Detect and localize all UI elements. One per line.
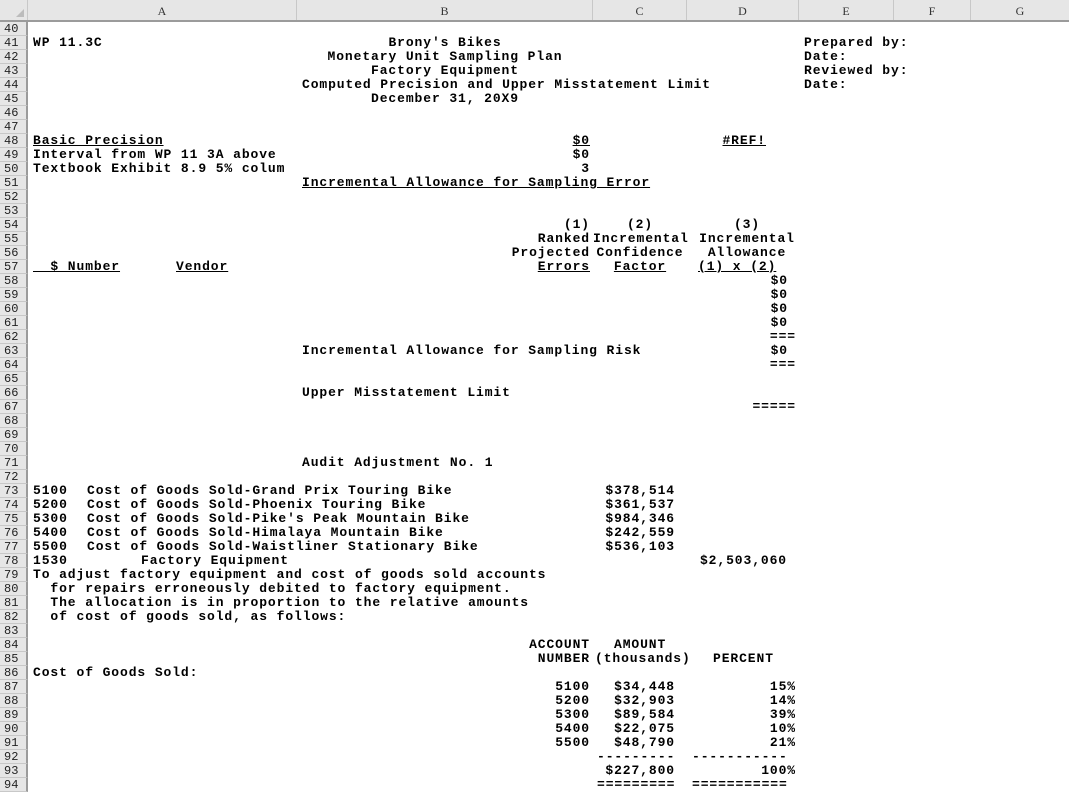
allocation-account[interactable]: 5100	[555, 679, 590, 694]
select-all-triangle-icon	[16, 9, 24, 17]
row-header[interactable]: 80	[0, 582, 28, 596]
row-header[interactable]: 87	[0, 680, 28, 694]
allocation-percent[interactable]: 10%	[769, 721, 796, 736]
entry-debit[interactable]: $242,559	[605, 525, 675, 540]
row-header[interactable]: 58	[0, 274, 28, 288]
col1-number[interactable]: (1)	[563, 217, 590, 232]
total-percent[interactable]: 100%	[761, 763, 796, 778]
report-title-3[interactable]: Computed Precision and Upper Misstatement Limit	[302, 77, 711, 92]
row-header[interactable]: 48	[0, 134, 28, 148]
separator-line: ===	[769, 357, 796, 372]
amount-header-line2[interactable]: (thousands)	[595, 651, 691, 666]
row-header[interactable]: 61	[0, 316, 28, 330]
column-header-d[interactable]: D	[687, 0, 799, 20]
column-header-bar	[0, 0, 1069, 22]
row-header[interactable]: 78	[0, 554, 28, 568]
entry-description[interactable]: Cost of Goods Sold-Grand Prix Touring Bike	[87, 483, 453, 498]
allocation-amount[interactable]: $48,790	[614, 735, 675, 750]
number-column-header[interactable]: $ Number	[33, 259, 121, 274]
cogs-section-label[interactable]: Cost of Goods Sold:	[33, 665, 199, 680]
row-header[interactable]: 45	[0, 92, 28, 106]
sampling-risk-label[interactable]: Incremental Allowance for Sampling Risk	[302, 343, 642, 358]
sampling-risk-value[interactable]: $0	[770, 343, 788, 358]
row-header[interactable]: 83	[0, 624, 28, 638]
row-header[interactable]: 76	[0, 526, 28, 540]
entry-debit[interactable]: $984,346	[605, 511, 675, 526]
row-header[interactable]: 44	[0, 78, 28, 92]
row-header[interactable]: 86	[0, 666, 28, 680]
col1-header-line1[interactable]: Ranked	[537, 231, 590, 246]
percent-single-rule: -----------	[692, 749, 788, 764]
basic-precision-ref-error[interactable]: #REF!	[722, 133, 766, 148]
entry-account[interactable]: 5300	[33, 511, 68, 526]
row-header[interactable]: 46	[0, 106, 28, 120]
row-header[interactable]: 91	[0, 736, 28, 750]
credit-account[interactable]: 1530	[33, 553, 68, 568]
allocation-account[interactable]: 5500	[555, 735, 590, 750]
total-amount[interactable]: $227,800	[605, 763, 675, 778]
credit-description[interactable]: Factory Equipment	[141, 553, 289, 568]
explanation-line[interactable]: of cost of goods sold, as follows:	[33, 609, 347, 624]
entry-account[interactable]: 5200	[33, 497, 68, 512]
upper-misstatement-limit-label[interactable]: Upper Misstatement Limit	[302, 385, 511, 400]
report-title-2[interactable]: Factory Equipment	[371, 63, 519, 78]
entry-description[interactable]: Cost of Goods Sold-Pike's Peak Mountain Bike	[87, 511, 470, 526]
col3-header-line1[interactable]: Incremental	[699, 231, 795, 246]
row-header[interactable]: 84	[0, 638, 28, 652]
row-header[interactable]: 94	[0, 778, 28, 792]
row-header[interactable]: 89	[0, 708, 28, 722]
column-header-a[interactable]: A	[28, 0, 297, 20]
double-separator-line: =====	[752, 399, 796, 414]
col1-header-line2[interactable]: Projected	[511, 245, 590, 260]
amount-header-line1[interactable]: AMOUNT	[614, 637, 667, 652]
row-header[interactable]: 85	[0, 652, 28, 666]
incremental-value[interactable]: $0	[770, 287, 788, 302]
row-header[interactable]: 43	[0, 64, 28, 78]
allocation-amount[interactable]: $89,584	[614, 707, 675, 722]
entry-description[interactable]: Cost of Goods Sold-Himalaya Mountain Bike	[87, 525, 444, 540]
column-header-e[interactable]: E	[799, 0, 894, 20]
account-header-line1[interactable]: ACCOUNT	[529, 637, 590, 652]
allocation-percent[interactable]: 21%	[769, 735, 796, 750]
explanation-line[interactable]: for repairs erroneously debited to factory equipment.	[33, 581, 512, 596]
allocation-amount[interactable]: $32,903	[614, 693, 675, 708]
col1-header-line3[interactable]: Errors	[537, 259, 590, 274]
reviewed-by-label[interactable]: Reviewed by:	[804, 63, 909, 78]
entry-account[interactable]: 5500	[33, 539, 68, 554]
incremental-allowance-title[interactable]: Incremental Allowance for Sampling Error	[302, 175, 651, 190]
report-date[interactable]: December 31, 20X9	[371, 91, 519, 106]
row-header[interactable]: 75	[0, 512, 28, 526]
textbook-exhibit-label[interactable]: Textbook Exhibit 8.9 5% colum	[33, 162, 286, 176]
percent-double-rule: ===========	[692, 777, 788, 792]
row-header[interactable]: 56	[0, 246, 28, 260]
row-header[interactable]: 71	[0, 456, 28, 470]
row-header[interactable]: 62	[0, 330, 28, 344]
allocation-percent[interactable]: 39%	[769, 707, 796, 722]
incremental-value[interactable]: $0	[770, 273, 788, 288]
row-header[interactable]: 57	[0, 260, 28, 274]
row-header[interactable]: 82	[0, 610, 28, 624]
entry-account[interactable]: 5100	[33, 483, 68, 498]
row-header[interactable]: 68	[0, 414, 28, 428]
account-header-line2[interactable]: NUMBER	[537, 651, 590, 666]
entry-account[interactable]: 5400	[33, 525, 68, 540]
allocation-percent[interactable]: 15%	[769, 679, 796, 694]
row-header[interactable]: 77	[0, 540, 28, 554]
separator-line: ===	[769, 329, 796, 344]
col3-number[interactable]: (3)	[733, 217, 761, 232]
row-header[interactable]: 60	[0, 302, 28, 316]
wp-reference[interactable]: WP 11.3C	[33, 35, 103, 50]
row-header[interactable]: 40	[0, 22, 28, 36]
date-label-1[interactable]: Date:	[804, 49, 848, 64]
row-header[interactable]: 64	[0, 358, 28, 372]
row-header[interactable]: 54	[0, 218, 28, 232]
row-header[interactable]: 59	[0, 288, 28, 302]
interval-label[interactable]: Interval from WP 11 3A above	[33, 147, 277, 162]
row-header[interactable]: 73	[0, 484, 28, 498]
vendor-column-header[interactable]: Vendor	[176, 259, 229, 274]
entry-debit[interactable]: $361,537	[605, 497, 675, 512]
column-header-b[interactable]: B	[297, 0, 593, 20]
col3-header-line3[interactable]: (1) x (2)	[698, 259, 777, 274]
entry-debit[interactable]: $536,103	[605, 539, 675, 554]
entry-debit[interactable]: $378,514	[605, 483, 675, 498]
entry-description[interactable]: Cost of Goods Sold-Waistliner Stationary Bike	[87, 539, 479, 554]
entry-description[interactable]: Cost of Goods Sold-Phoenix Touring Bike	[87, 497, 427, 512]
explanation-line[interactable]: The allocation is in proportion to the relative amounts	[33, 595, 529, 610]
column-header-g[interactable]: G	[1015, 4, 1025, 18]
allocation-amount[interactable]: $22,075	[614, 721, 675, 736]
company-name[interactable]: Brony's Bikes	[388, 35, 502, 50]
amount-single-rule: ---------	[597, 749, 676, 764]
amount-double-rule: =========	[597, 777, 676, 792]
basic-precision-value[interactable]: $0	[572, 133, 590, 148]
audit-adjustment-title[interactable]: Audit Adjustment No. 1	[302, 455, 494, 470]
row-header[interactable]: 70	[0, 442, 28, 456]
row-header[interactable]: 51	[0, 176, 28, 190]
row-header[interactable]: 47	[0, 120, 28, 134]
col3-header-line2[interactable]: Allowance	[707, 245, 787, 260]
row-header[interactable]: 88	[0, 694, 28, 708]
col2-header-line3[interactable]: Factor	[613, 259, 667, 274]
allocation-account[interactable]: 5300	[555, 707, 590, 722]
row-header[interactable]: 41	[0, 36, 28, 50]
row-header[interactable]: 63	[0, 344, 28, 358]
row-header[interactable]: 72	[0, 470, 28, 484]
row-header[interactable]: 55	[0, 232, 28, 246]
select-all-corner[interactable]	[0, 0, 28, 20]
row-header[interactable]: 49	[0, 148, 28, 162]
col2-header-line2[interactable]: Confidence	[596, 245, 684, 260]
allocation-amount[interactable]: $34,448	[614, 679, 675, 694]
allocation-account[interactable]: 5200	[555, 693, 590, 708]
incremental-value[interactable]: $0	[770, 301, 788, 316]
row-header[interactable]: 42	[0, 50, 28, 64]
basic-precision-label[interactable]: Basic Precision	[33, 133, 164, 148]
textbook-exhibit-value[interactable]: 3	[581, 161, 590, 176]
column-header-c[interactable]: C	[593, 0, 687, 20]
row-header[interactable]: 92	[0, 750, 28, 764]
interval-value[interactable]: $0	[572, 147, 590, 162]
incremental-value[interactable]: $0	[770, 315, 788, 330]
explanation-line[interactable]: To adjust factory equipment and cost of goods sold accounts	[33, 567, 547, 582]
row-header[interactable]: 79	[0, 568, 28, 582]
percent-header[interactable]: PERCENT	[713, 651, 774, 666]
allocation-percent[interactable]: 14%	[769, 693, 796, 708]
allocation-account[interactable]: 5400	[555, 721, 590, 736]
prepared-by-label[interactable]: Prepared by:	[804, 35, 909, 50]
row-header[interactable]: 67	[0, 400, 28, 414]
row-header[interactable]: 53	[0, 204, 28, 218]
row-header[interactable]: 74	[0, 498, 28, 512]
row-header[interactable]: 66	[0, 386, 28, 400]
col2-header-line1[interactable]: Incremental	[593, 231, 689, 246]
row-header[interactable]: 52	[0, 190, 28, 204]
column-header-f[interactable]: F	[894, 0, 971, 20]
credit-value[interactable]: $2,503,060	[699, 553, 787, 568]
row-header[interactable]: 65	[0, 372, 28, 386]
row-header[interactable]: 93	[0, 764, 28, 778]
row-header[interactable]: 69	[0, 428, 28, 442]
row-header[interactable]: 81	[0, 596, 28, 610]
row-header[interactable]: 90	[0, 722, 28, 736]
col2-number[interactable]: (2)	[626, 217, 654, 232]
row-header[interactable]: 50	[0, 162, 28, 176]
report-title-1[interactable]: Monetary Unit Sampling Plan	[327, 49, 563, 64]
date-label-2[interactable]: Date:	[804, 77, 848, 92]
